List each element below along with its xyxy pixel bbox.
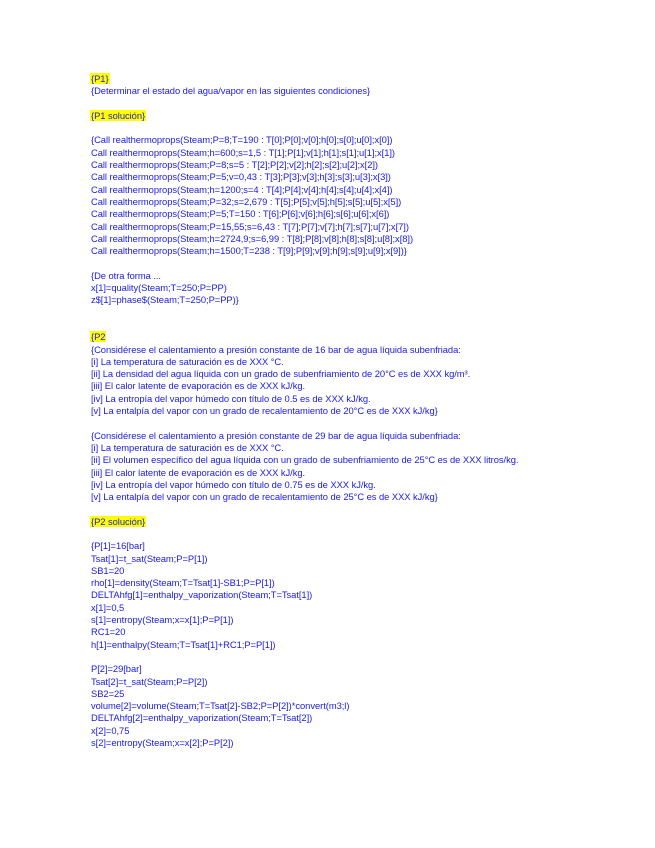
p2-code2-line: volume[2]=volume(Steam;T=Tsat[2]-SB2;P=P[2])*convert(m3;l) (91, 700, 350, 712)
p1-call-line: Call realthermoprops(Steam;h=1200;s=4 : T[4];P[4];v[4];h[4];s[4];u[4];x[4]) (91, 183, 393, 195)
p2-code2-line: Tsat[2]=t_sat(Steam;P=P[2]) (91, 675, 208, 687)
p2-code2-line: x[2]=0,75 (91, 724, 130, 736)
p1-call-line: {Call realthermoprops(Steam;P=8;T=190 : T[0];P[0];v[0];h[0];s[0];u[0];x[0]) (91, 134, 393, 146)
p2-code2-line: SB2=25 (91, 687, 125, 699)
p1-call-line: Call realthermoprops(Steam;P=15,55;s=6,43 : T[7];P[7];v[7];h[7];s[7];u[7];x[7]) (91, 220, 409, 232)
p2-block1-line: [ii] La densidad del agua líquida con un grado de subenfriamiento de 20°C es de XXX kg/m³. (91, 368, 471, 380)
p2-solution-tag: {P2 solución} (91, 515, 146, 527)
p1-call-line: Call realthermoprops(Steam;h=2724,9;s=6,99 : T[8];P[8];v[8];h[8];s[8];u[8];x[8]) (91, 232, 414, 244)
p2-block1-line: {Considérese el calentamiento a presión constante de 16 bar de agua líquida subenfriada: (91, 343, 461, 355)
p2-code1-line: {P[1]=16[bar] (91, 540, 145, 552)
p2-code2-line: s[2]=entropy(Steam;x=x[2];P=P[2]) (91, 737, 234, 749)
p2-block2-line: [v] La entalpía del vapor con un grado de recalentamiento de 25°C es de XXX kJ/kg} (91, 491, 438, 503)
p2-tag: {P2 (91, 331, 106, 343)
p1-call-line: Call realthermoprops(Steam;P=5;v=0,43 : T[3];P[3];v[3];h[3];s[3];u[3];x[3]) (91, 171, 391, 183)
p1-statement: {Determinar el estado del agua/vapor en las siguientes condiciones} (91, 85, 371, 97)
p2-code1-line: s[1]=entropy(Steam;x=x[1];P=P[1]) (91, 614, 234, 626)
p2-code1-line: Tsat[1]=t_sat(Steam;P=P[1]) (91, 552, 208, 564)
p2-code1-line: RC1=20 (91, 626, 126, 638)
p2-block1-line: [v] La entalpía del vapor con un grado de recalentamiento de 20°C es de XXX kJ/kg} (91, 405, 438, 417)
p2-code2-line: P[2]=29[bar] (91, 663, 142, 675)
p2-block2-line: [ii] El volumen específico del agua líquida con un grado de subenfriamiento de 25°C es de XXX litros/kg. (91, 454, 519, 466)
p1-call-line: Call realthermoprops(Steam;P=5;T=150 : T[6];P[6];v[6];h[6];s[6];u[6];x[6]) (91, 208, 390, 220)
p2-block2-line: [iv] La entropía del vapor húmedo con título de 0.75 es de XXX kJ/kg. (91, 478, 376, 490)
p1-alt-line: x[1]=quality(Steam;T=250;P=PP) (91, 282, 227, 294)
p1-solution-tag: {P1 solución} (91, 109, 146, 121)
p2-code1-line: h[1]=enthalpy(Steam;T=Tsat[1]+RC1;P=P[1]) (91, 638, 276, 650)
p2-code2-line: DELTAhfg[2]=enthalpy_vaporization(Steam;T=Tsat[2]) (91, 712, 313, 724)
p2-block2-line: [iii] El calor latente de evaporación es de XXX kJ/kg. (91, 466, 306, 478)
p1-alt-line: {De otra forma ... (91, 269, 161, 281)
p2-block2-line: {Considérese el calentamiento a presión constante de 29 bar de agua líquida subenfriada: (91, 429, 461, 441)
p1-call-line: Call realthermoprops(Steam;P=8;s=5 : T[2];P[2];v[2];h[2];s[2];u[2];x[2]) (91, 159, 378, 171)
p1-call-line: Call realthermoprops(Steam;h=600;s=1,5 : T[1];P[1];v[1];h[1];s[1];u[1];x[1]) (91, 146, 395, 158)
document-page (91, 73, 611, 749)
p1-alt-line: z$[1]=phase$(Steam;T=250;P=PP)} (91, 294, 239, 306)
p2-block1-line: [i] La temperatura de saturación es de XXX °C. (91, 355, 284, 367)
p1-call-line: Call realthermoprops(Steam;P=32;s=2,679 : T[5];P[5];v[5];h[5];s[5];u[5];x[5]) (91, 195, 402, 207)
p2-block1-line: [iii] El calor latente de evaporación es de XXX kJ/kg. (91, 380, 306, 392)
p2-block2-line: [i] La temperatura de saturación es de XXX °C. (91, 441, 284, 453)
p2-code1-line: rho[1]=density(Steam;T=Tsat[1]-SB1;P=P[1]) (91, 577, 275, 589)
p2-code1-line: DELTAhfg[1]=enthalpy_vaporization(Steam;T=Tsat[1]) (91, 589, 313, 601)
p1-call-line: Call realthermoprops(Steam;h=1500;T=238 : T[9];P[9];v[9];h[9];s[9];u[9];x[9])} (91, 245, 407, 257)
p2-code1-line: x[1]=0,5 (91, 601, 125, 613)
p1-tag: {P1} (91, 73, 109, 84)
p2-block1-line: [iv] La entropía del vapor húmedo con título de 0.5 es de XXX kJ/kg. (91, 392, 371, 404)
p2-code1-line: SB1=20 (91, 564, 125, 576)
